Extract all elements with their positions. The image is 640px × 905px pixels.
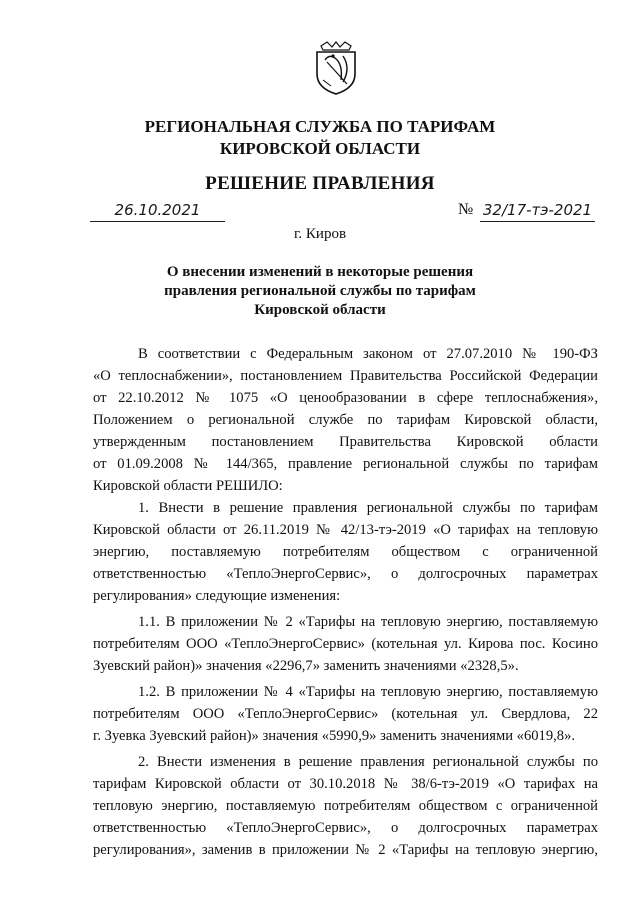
- organization-name-line2: КИРОВСКОЙ ОБЛАСТИ: [219, 139, 421, 158]
- body-line: г. Зуевка Зуевский район)» значения «5990,9» заменить значениями «6019,8».: [93, 728, 576, 744]
- handwritten-decision-number: 32/17-тэ-2021: [480, 201, 595, 222]
- subject-line2: правления региональной службы по тарифам: [164, 283, 476, 299]
- body-line: тарифам Кировской области от 30.10.2018 № 38/6-тэ-2019 «О тарифах на: [93, 776, 598, 792]
- organization-name-line1: РЕГИОНАЛЬНАЯ СЛУЖБА ПО ТАРИФАМ: [144, 117, 496, 136]
- body-line: потребителям ООО «ТеплоЭнергоСервис» (котельная ул. Свердлова, 22: [93, 706, 598, 722]
- subject-line3: Кировской области: [254, 302, 386, 318]
- body-line: «О теплоснабжении», постановлением Правительства Российской Федерации: [93, 368, 598, 384]
- body-line: 1.2. В приложении № 4 «Тарифы на тепловую энергию, поставляемую: [138, 684, 598, 700]
- body-line: от 01.09.2008 № 144/365, правление региональной службы по тарифам: [93, 456, 598, 472]
- subject-line1: О внесении изменений в некоторые решения: [166, 264, 474, 280]
- body-line: 2. Внести изменения в решение правления региональной службы по: [138, 754, 598, 770]
- body-line: регулирования», заменив в приложении № 2 «Тарифы на тепловую энергию,: [93, 842, 598, 858]
- body-line: энергию, поставляемую потребителям обществом с ограниченной: [93, 544, 598, 560]
- body-line: утвержденным постановлением Правительства Кировской области: [93, 434, 598, 450]
- city-label: г. Киров: [293, 226, 347, 242]
- body-line: Положением о региональной службе по тарифам Кировской области,: [93, 412, 598, 428]
- body-line: ответственностью «ТеплоЭнергоСервис», о долгосрочных параметрах: [93, 820, 598, 836]
- body-line: Кировской области от 26.11.2019 № 42/13-тэ-2019 «О тарифах на тепловую: [93, 522, 598, 538]
- body-line: тепловую энергию, поставляемую потребителям обществом с ограниченной: [93, 798, 598, 814]
- body-line: регулирования» следующие изменения:: [93, 588, 341, 604]
- body-line: В соответствии с Федеральным законом от 27.07.2010 № 190-ФЗ: [138, 346, 598, 362]
- body-line: потребителям ООО «ТеплоЭнергоСервис» (котельная ул. Кирова пос. Косино: [93, 636, 598, 652]
- body-line: ответственностью «ТеплоЭнергоСервис», о долгосрочных параметрах: [93, 566, 598, 582]
- body-line: 1. Внести в решение правления региональной службы по тарифам: [138, 500, 598, 516]
- document-body: [93, 343, 598, 861]
- body-line: 1.1. В приложении № 2 «Тарифы на тепловую энергию, поставляемую: [138, 614, 598, 630]
- body-line: Кировской области РЕШИЛО:: [93, 478, 283, 494]
- body-line: Зуевский район)» значения «2296,7» заменить значениями «2328,5».: [93, 658, 519, 674]
- kirov-coat-of-arms-icon: [313, 40, 359, 96]
- handwritten-date: 26.10.2021: [90, 201, 225, 222]
- number-sign: №: [458, 201, 474, 218]
- document-title: РЕШЕНИЕ ПРАВЛЕНИЯ: [205, 173, 435, 194]
- body-line: от 22.10.2012 № 1075 «О ценообразовании в сфере теплоснабжения»,: [93, 390, 598, 406]
